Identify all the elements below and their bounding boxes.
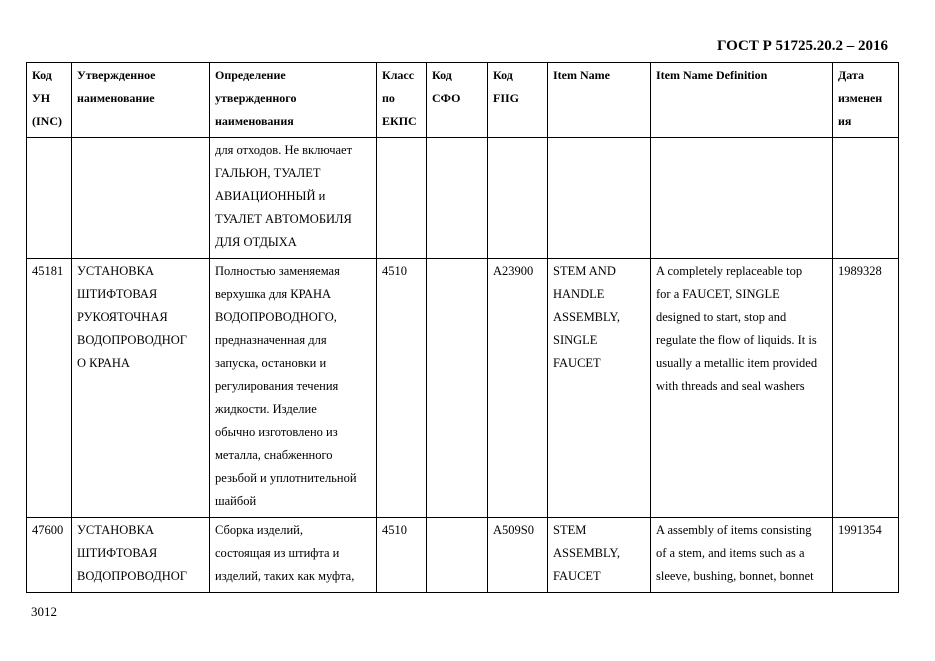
header-line: ия [838, 114, 852, 128]
cell-line: предназначенная для [215, 333, 327, 347]
cell-line: резьбой и уплотнительной [215, 471, 357, 485]
col-ekps-class-cell [377, 518, 427, 593]
col-change-date-cell [833, 138, 899, 259]
cell-line: изделий, таких как муфта, [215, 569, 355, 583]
page-number: 3012 [31, 604, 57, 619]
header-line: Код [432, 68, 452, 82]
col-inc-cell [27, 259, 72, 518]
cell-value: 1989328 [838, 264, 882, 278]
col-inc-header [27, 63, 72, 138]
cell-value: A509S0 [493, 523, 534, 537]
header-row [27, 63, 899, 138]
cell-line: ASSEMBLY, [553, 546, 620, 560]
header-line: по [382, 91, 395, 105]
cell-line: состоящая из штифта и [215, 546, 340, 560]
col-ekps-class-cell [377, 259, 427, 518]
col-ekps-class-cell [377, 138, 427, 259]
table-row [27, 518, 899, 593]
cell-line: шайбой [215, 494, 257, 508]
cell-line: регулирования течения [215, 379, 339, 393]
col-inc-cell [27, 138, 72, 259]
cell-line: HANDLE [553, 287, 605, 301]
cell-line: жидкости. Изделие [215, 402, 317, 416]
col-item-definition-cell [651, 259, 833, 518]
col-approved-name-cell [72, 138, 210, 259]
specification-table [26, 62, 899, 593]
header-line: Код [493, 68, 513, 82]
col-item-definition-header [651, 63, 833, 138]
col-sfo-code-cell [427, 518, 488, 593]
col-change-date-cell [833, 518, 899, 593]
header-line: Класс [382, 68, 415, 82]
header-line: изменен [838, 91, 883, 105]
col-inc-cell [27, 518, 72, 593]
cell-line: АВИАЦИОННЫЙ и [215, 189, 326, 203]
header-line: УН [32, 91, 51, 105]
cell-line: STEM [553, 523, 587, 537]
col-approved-name-cell [72, 518, 210, 593]
cell-line: О КРАНА [77, 356, 130, 370]
col-ekps-class-header [377, 63, 427, 138]
cell-line: sleeve, bushing, bonnet, bonnet [656, 569, 814, 583]
col-fiig-code-cell [488, 518, 548, 593]
cell-value: A23900 [493, 264, 534, 278]
cell-value: 45181 [32, 264, 64, 278]
cell-line: A assembly of items consisting [656, 523, 812, 537]
header-line: ЕКПС [382, 114, 417, 128]
cell-line: УСТАНОВКА [77, 523, 154, 537]
cell-line: of a stem, and items such as a [656, 546, 805, 560]
col-definition-cell [210, 518, 377, 593]
cell-line: металла, снабженного [215, 448, 333, 462]
cell-line: designed to start, stop and [656, 310, 787, 324]
col-approved-name-cell [72, 259, 210, 518]
cell-line: ASSEMBLY, [553, 310, 620, 324]
header-line: Утвержденное [77, 68, 156, 82]
cell-line: with threads and seal washers [656, 379, 805, 393]
cell-line: Сборка изделий, [215, 523, 303, 537]
col-item-definition-cell [651, 138, 833, 259]
cell-line: FAUCET [553, 356, 601, 370]
cell-value: 4510 [382, 523, 407, 537]
cell-line: РУКОЯТОЧНАЯ [77, 310, 168, 324]
cell-line: обычно изготовлено из [215, 425, 338, 439]
col-approved-name-header [72, 63, 210, 138]
cell-value: 47600 [32, 523, 64, 537]
cell-line: usually a metallic item provided [656, 356, 818, 370]
header-line: Item Name Definition [656, 68, 768, 82]
header-line: FIIG [493, 91, 520, 105]
cell-line: ДЛЯ ОТДЫХА [215, 235, 297, 249]
cell-line: УСТАНОВКА [77, 264, 154, 278]
table-row [27, 138, 899, 259]
cell-line: ШТИФТОВАЯ [77, 287, 158, 301]
header-line: наименования [215, 114, 294, 128]
col-change-date-cell [833, 259, 899, 518]
col-item-name-cell [548, 518, 651, 593]
cell-line: ТУАЛЕТ АВТОМОБИЛЯ [215, 212, 352, 226]
col-definition-cell [210, 259, 377, 518]
cell-line: for a FAUCET, SINGLE [656, 287, 780, 301]
col-sfo-code-cell [427, 138, 488, 259]
col-definition-header [210, 63, 377, 138]
col-item-name-header [548, 63, 651, 138]
cell-line: верхушка для КРАНА [215, 287, 332, 301]
cell-line: ВОДОПРОВОДНОГ [77, 569, 188, 583]
table-row [27, 259, 899, 518]
col-change-date-header [833, 63, 899, 138]
cell-value: 1991354 [838, 523, 882, 537]
header-line: Код [32, 68, 52, 82]
document-title: ГОСТ Р 51725.20.2 – 2016 [716, 38, 888, 54]
col-definition-cell [210, 138, 377, 259]
header-line: наименование [77, 91, 155, 105]
header-line: (INC) [32, 114, 62, 128]
col-item-name-cell [548, 259, 651, 518]
col-fiig-code-header [488, 63, 548, 138]
col-fiig-code-cell [488, 138, 548, 259]
col-fiig-code-cell [488, 259, 548, 518]
header-line: Определение [215, 68, 286, 82]
cell-line: A completely replaceable top [656, 264, 803, 278]
cell-line: ВОДОПРОВОДНОГ [77, 333, 188, 347]
cell-line: SINGLE [553, 333, 598, 347]
cell-line: ВОДОПРОВОДНОГО, [215, 310, 337, 324]
header-line: утвержденного [215, 91, 297, 105]
cell-line: запуска, остановки и [215, 356, 327, 370]
col-sfo-code-cell [427, 259, 488, 518]
header-line: Item Name [553, 68, 610, 82]
col-sfo-code-header [427, 63, 488, 138]
cell-line: STEM AND [553, 264, 616, 278]
cell-line: FAUCET [553, 569, 601, 583]
header-line: СФО [432, 91, 461, 105]
cell-line: Полностью заменяемая [215, 264, 340, 278]
cell-value: 4510 [382, 264, 407, 278]
cell-line: ГАЛЬЮН, ТУАЛЕТ [215, 166, 321, 180]
cell-line: regulate the flow of liquids. It is [656, 333, 817, 347]
col-item-definition-cell [651, 518, 833, 593]
cell-line: для отходов. Не включает [215, 143, 353, 157]
col-item-name-cell [548, 138, 651, 259]
cell-line: ШТИФТОВАЯ [77, 546, 158, 560]
header-line: Дата [838, 68, 864, 82]
